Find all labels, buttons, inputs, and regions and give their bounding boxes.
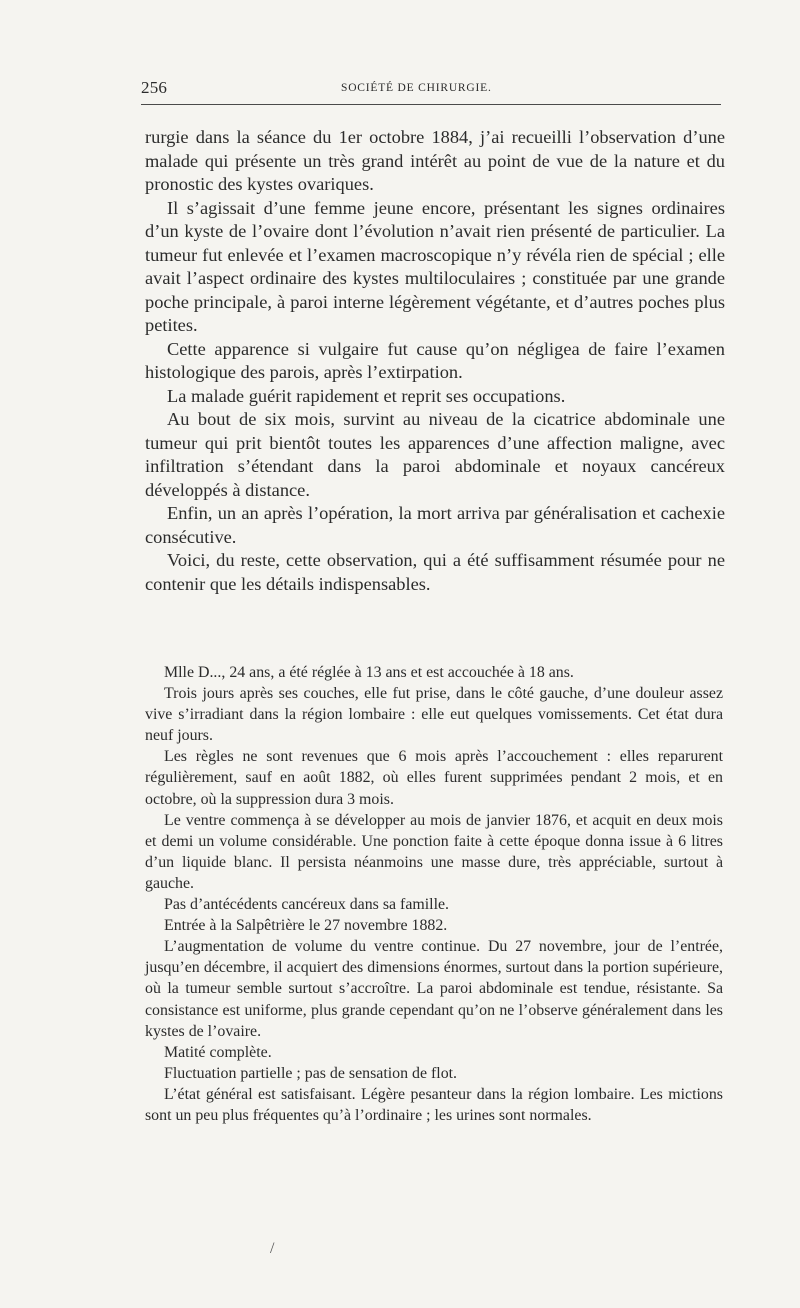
observation-paragraph: L’état général est satisfaisant. Légère pesanteur dans la région lombaire. Les mictions sont un peu plus fréquentes qu’à l’ordinaire ; les urines sont normales. (145, 1085, 723, 1124)
observation-paragraph: Fluctuation partielle ; pas de sensation de flot. (164, 1064, 458, 1082)
observation-paragraph: Les règles ne sont revenues que 6 mois après l’accouchement : elles reparurent régulièrement, sauf en août 1882, où elles furent supprimées pendant 2 mois, et en octobre, où la suppression dura 3 mois. (145, 748, 723, 808)
paragraph: Au bout de six mois, survint au niveau de la cicatrice abdominale une tumeur qui prit bientôt toutes les apparences d’une affection maligne, avec infiltration s’étendant dans la paroi abdominale et noyaux cancéreux développés à distance. (145, 409, 725, 500)
observation-text (145, 662, 723, 1126)
page-header (141, 78, 721, 98)
header-rule (141, 104, 721, 105)
observation-paragraph: Pas d’antécédents cancéreux dans sa famille. (164, 896, 450, 914)
paragraph: Enfin, un an après l’opération, la mort arriva par généralisation et cachexie consécutive. (145, 503, 725, 547)
observation-paragraph: L’augmentation de volume du ventre continue. Du 27 novembre, jour de l’entrée, jusqu’en décembre, il acquiert des dimensions énormes, surtout dans la portion supérieure, où la tumeur semble surtout s’accroître. La paroi abdominale est tendue, résistante. Sa consistance est uniforme, plus grande cependant qu’on ne l’observe généralement dans les kystes de l’ovaire. (145, 938, 723, 1040)
running-title: SOCIÉTÉ DE CHIRURGIE. (341, 82, 492, 94)
observation-paragraph: Trois jours après ses couches, elle fut prise, dans le côté gauche, d’une douleur assez vive s’irradiant dans la région lombaire : elle eut quelques vomissements. Cet état dura neuf jours. (145, 685, 723, 745)
paragraph: La malade guérit rapidement et reprit ses occupations. (167, 385, 566, 406)
main-text (145, 126, 725, 596)
paragraph: Cette apparence si vulgaire fut cause qu’on négligea de faire l’examen histologique des parois, après l’extirpation. (145, 338, 725, 382)
page-number: 256 (141, 78, 168, 97)
observation-paragraph: Mlle D..., 24 ans, a été réglée à 13 ans et est accouchée à 18 ans. (164, 664, 574, 681)
observation-paragraph: Matité complète. (164, 1043, 272, 1061)
paragraph: rurgie dans la séance du 1er octobre 1884, j’ai recueilli l’observation d’une malade qui présente un très grand intérêt au point de vue de la nature et du pronostic des kystes ovariques. (145, 127, 725, 194)
paragraph: Il s’agissait d’une femme jeune encore, présentant les signes ordinaires d’un kyste de l’ovaire dont l’évolution n’avait rien présenté de particulier. La tumeur fut enlevée et l’examen macroscopique n’y révéla rien de spécial ; elle avait l’aspect ordinaire des kystes multiloculaires ; constituée par une grande poche principale, à paroi interne légèrement végétante, et d’autres poches plus petites. (145, 197, 725, 335)
ink-mark: / (270, 1240, 275, 1257)
paragraph: Voici, du reste, cette observation, qui a été suffisamment résumée pour ne contenir que les détails indispensables. (145, 550, 725, 594)
observation-paragraph: Le ventre commença à se développer au mois de janvier 1876, et acquit en deux mois et demi un volume considérable. Une ponction faite à cette époque donna issue à 6 litres d’un liquide blanc. Il persista néanmoins une masse dure, très appréciable, surtout à gauche. (145, 811, 723, 892)
observation-paragraph: Entrée à la Salpêtrière le 27 novembre 1882. (164, 917, 448, 935)
